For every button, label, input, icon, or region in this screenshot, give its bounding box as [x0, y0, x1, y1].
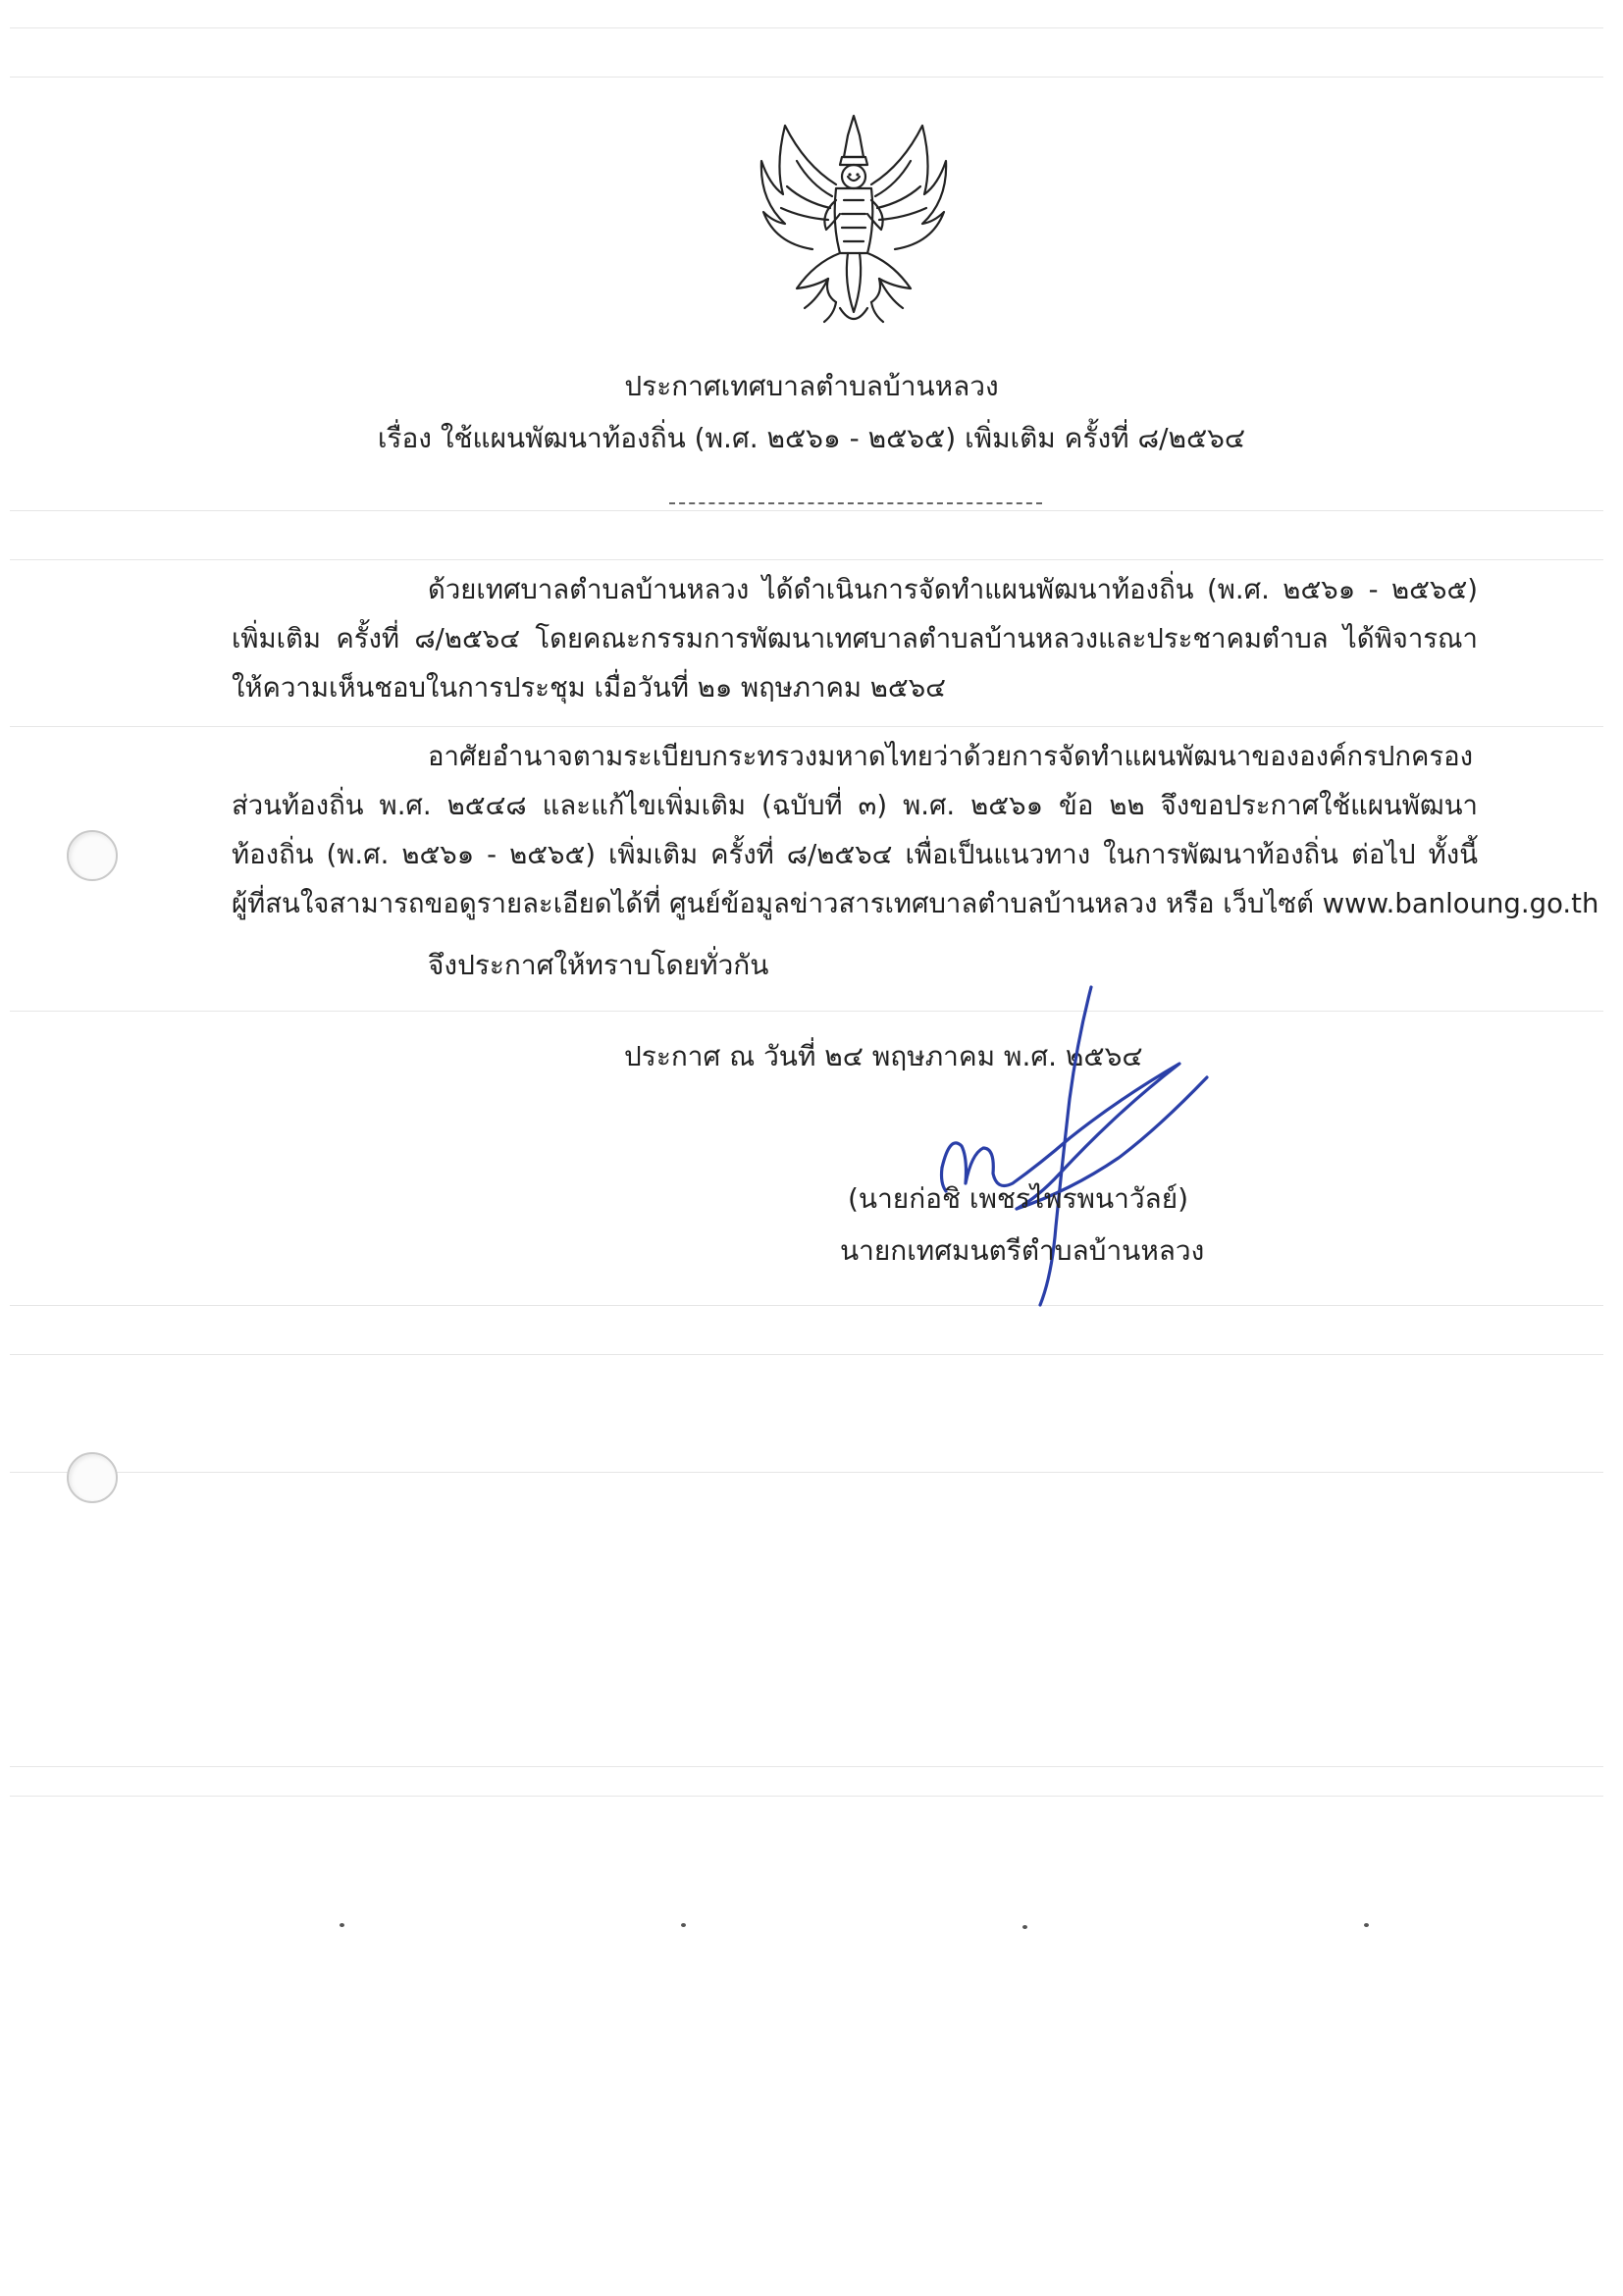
- paragraph-1-line: ให้ความเห็นชอบในการประชุม เมื่อวันที่ ๒๑ พฤษภาคม ๒๕๖๔: [232, 672, 946, 704]
- closing-text: จึงประกาศให้ทราบโดยทั่วกัน: [428, 949, 769, 981]
- paragraph-1-line: เพิ่มเติม ครั้งที่ ๘/๒๕๖๔ โดยคณะกรรมการพัฒนาเทศบาลตำบลบ้านหลวงและประชาคมตำบล ได้พิจารณา: [232, 623, 1478, 654]
- paragraph-1-line: ด้วยเทศบาลตำบลบ้านหลวง ได้ดำเนินการจัดทำแผนพัฒนาท้องถิ่น (พ.ศ. ๒๕๖๑ - ๒๕๖๕): [428, 574, 1478, 605]
- paragraph-2: [232, 732, 1599, 928]
- punch-hole-bottom: [67, 1452, 118, 1503]
- signer-title: นายกเทศมนตรีตำบลบ้านหลวง: [840, 1234, 1205, 1267]
- punch-hole-top: [67, 830, 118, 881]
- scan-speck: [340, 1923, 344, 1927]
- scan-speck: [1022, 1925, 1027, 1929]
- paragraph-2-line: ส่วนท้องถิ่น พ.ศ. ๒๕๔๘ และแก้ไขเพิ่มเติม (ฉบับที่ ๓) พ.ศ. ๒๕๖๑ ข้อ ๒๒ จึงขอประกาศใช้แผนพัฒนา: [232, 790, 1478, 821]
- document-title: ประกาศเทศบาลตำบลบ้านหลวง: [624, 370, 999, 402]
- announce-date: ประกาศ ณ วันที่ ๒๔ พฤษภาคม พ.ศ. ๒๕๖๔: [624, 1040, 1143, 1072]
- garuda-emblem: [746, 106, 962, 332]
- document-subject: เรื่อง ใช้แผนพัฒนาท้องถิ่น (พ.ศ. ๒๕๖๑ - ๒๕๖๕) เพิ่มเติม ครั้งที่ ๘/๒๕๖๔: [377, 422, 1246, 454]
- title-separator: [669, 502, 1042, 504]
- scan-speck: [681, 1923, 686, 1927]
- paragraph-1: [232, 565, 1478, 712]
- paragraph-2-line: ท้องถิ่น (พ.ศ. ๒๕๖๑ - ๒๕๖๕) เพิ่มเติม ครั้งที่ ๘/๒๕๖๔ เพื่อเป็นแนวทาง ในการพัฒนาท้องถิ่น ต่อไป ทั้งนี้: [232, 839, 1478, 870]
- paragraph-2-line: อาศัยอำนาจตามระเบียบกระทรวงมหาดไทยว่าด้วยการจัดทำแผนพัฒนาขององค์กรปกครอง: [428, 741, 1474, 772]
- paragraph-2-line: ผู้ที่สนใจสามารถขอดูรายละเอียดได้ที่ ศูนย์ข้อมูลข่าวสารเทศบาลตำบลบ้านหลวง หรือ เว็บไซต์ www.banloung.go.th: [232, 888, 1599, 919]
- signer-name: (นายก่อชิ เพชรไพรพนาวัลย์): [848, 1182, 1189, 1215]
- scan-speck: [1364, 1923, 1369, 1927]
